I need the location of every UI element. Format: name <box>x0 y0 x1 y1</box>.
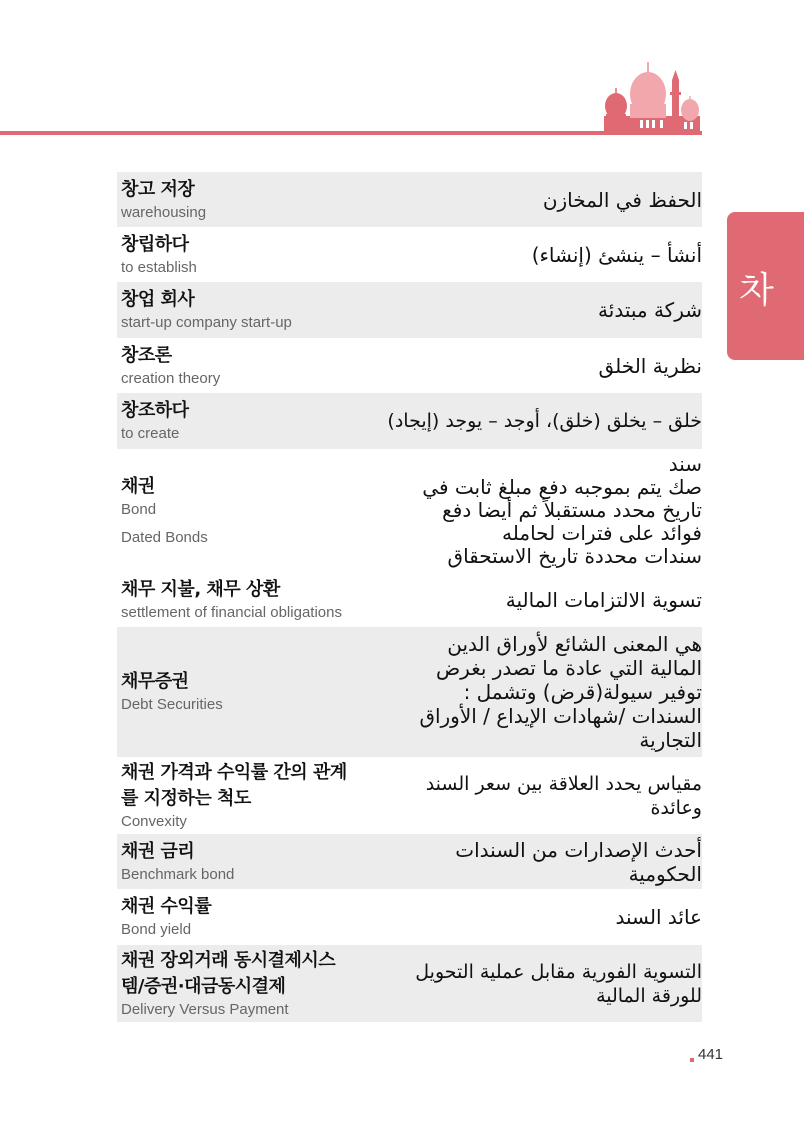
page-number-value: 441 <box>698 1046 724 1063</box>
arabic-term: مقياس يحدد العلاقة بين سعر السند وعائدة <box>425 772 702 819</box>
glossary-row <box>117 945 702 1022</box>
arabic-term: أنشأ – ينشئ (إنشاء) <box>531 242 702 267</box>
arabic-term: الحفظ في المخازن <box>542 187 702 212</box>
header-rule <box>0 131 702 135</box>
english-term: to create <box>121 425 180 442</box>
arabic-term: التسوية الفورية مقابل عملية التحويل للورقة المالية <box>415 960 702 1007</box>
english-term: Benchmark bond <box>121 865 235 883</box>
english-term: settlement of financial obligations <box>121 603 342 621</box>
english-term: Debt Securities <box>121 696 223 713</box>
arabic-term: سند صك يتم بموجبه دفع مبلغ ثابت في تاريخ محدد مستقبلاً ثم أيضا دفع فوائد على فترات لحامله سندات محددة تاريخ الاستحقاق <box>422 452 702 568</box>
korean-term: 창립하다 <box>121 233 189 255</box>
korean-term: 채권 금리 <box>121 840 195 862</box>
english-term-secondary: Dated Bonds <box>121 528 208 546</box>
english-term: Bond <box>121 500 157 518</box>
arabic-term: هي المعنى الشائع لأوراق الدين المالية التي عادة ما تصدر بغرض توفير سيولة(قرض) وتشمل : السندات /شهادات الإيداع / الأوراق التجارية <box>419 632 702 752</box>
glossary-row <box>117 227 702 282</box>
mosque-icon <box>600 58 704 134</box>
korean-term: 채권 수익률 <box>121 896 212 917</box>
glossary-row <box>117 282 702 338</box>
korean-term: 창업 회사 <box>121 289 195 310</box>
korean-term: 채권 장외거래 동시결제시스 템/증권·대금동시결제 <box>121 949 336 997</box>
english-term: to establish <box>121 258 197 276</box>
english-term: Delivery Versus Payment <box>121 1000 289 1018</box>
glossary-row <box>117 627 702 757</box>
arabic-term: خلق – يخلق (خلق)، أوجد – يوجد (إيجاد) <box>387 410 702 432</box>
korean-term: 창고 저장 <box>121 178 195 200</box>
glossary-row <box>117 834 702 889</box>
arabic-term: عائد السند <box>615 905 702 929</box>
korean-term: 채무 지불, 채무 상환 <box>121 578 280 600</box>
english-term: Bond yield <box>121 921 192 938</box>
english-term: warehousing <box>121 203 207 221</box>
korean-term: 채무증권 <box>121 671 189 692</box>
arabic-term: نظرية الخلق <box>598 353 702 378</box>
korean-term: 채권 가격과 수익률 간의 관계 를 지정하는 척도 <box>121 761 347 809</box>
english-term: start-up company start-up <box>121 314 292 331</box>
arabic-term: أحدث الإصدارات من السندات الحكومية <box>455 837 702 886</box>
glossary-row <box>117 449 702 572</box>
section-index-tab[interactable] <box>727 212 804 360</box>
arabic-term: شركة مبتدئة <box>598 298 702 322</box>
page-number <box>690 1046 723 1063</box>
english-term: creation theory <box>121 369 221 387</box>
glossary-row <box>117 172 702 227</box>
glossary-row <box>117 338 702 393</box>
glossary-row <box>117 889 702 945</box>
english-term: Convexity <box>121 812 187 830</box>
glossary-row <box>117 393 702 449</box>
glossary-row <box>117 572 702 627</box>
korean-term: 창조론 <box>121 344 172 366</box>
glossary-row <box>117 757 702 834</box>
arabic-term: تسوية الالتزامات المالية <box>505 587 702 612</box>
glossary-table <box>117 172 702 1022</box>
korean-term: 채권 <box>121 475 155 497</box>
section-index-label: 차 <box>739 270 774 311</box>
korean-term: 창조하다 <box>121 400 189 421</box>
